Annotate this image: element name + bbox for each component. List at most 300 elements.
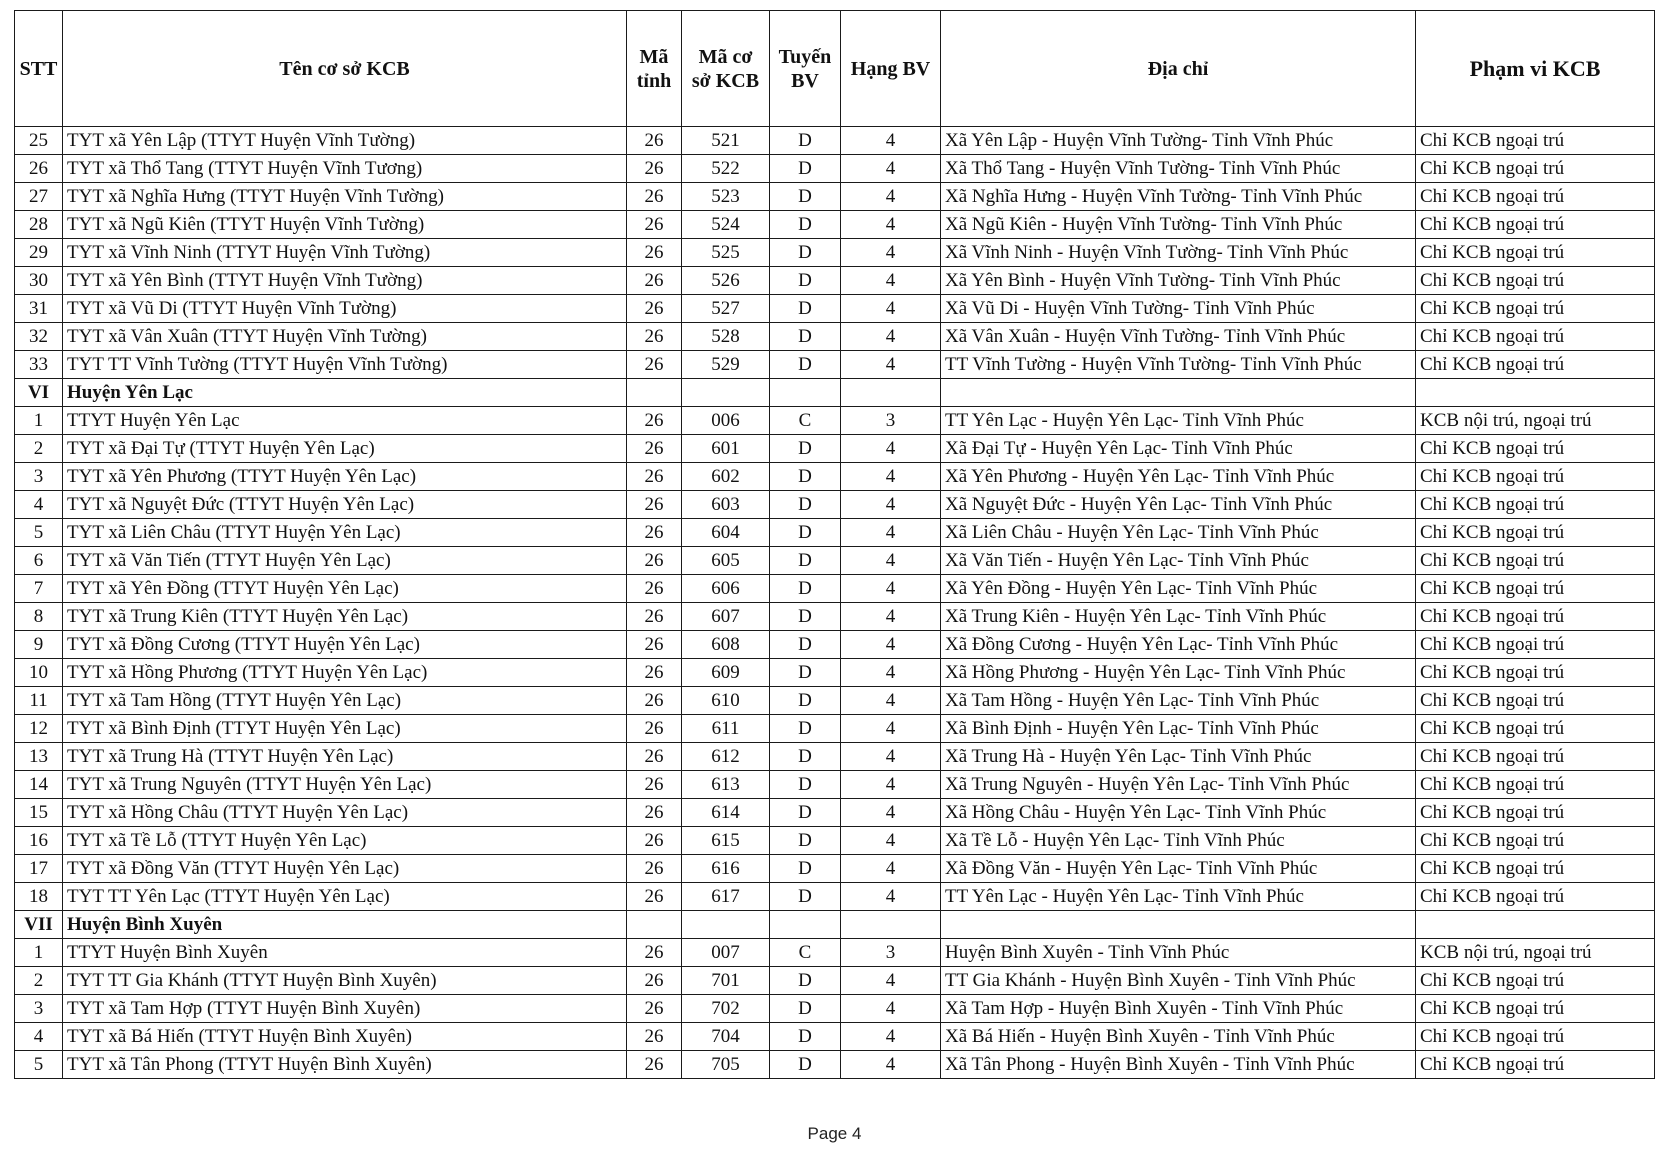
name-cell: TYT xã Đại Tự (TTYT Huyện Yên Lạc) [63,435,627,463]
level-cell: D [770,435,841,463]
scope-cell: Chỉ KCB ngoại trú [1416,351,1655,379]
scope-cell: Chỉ KCB ngoại trú [1416,995,1655,1023]
level-cell: D [770,295,841,323]
name-cell: TYT xã Đồng Cương (TTYT Huyện Yên Lạc) [63,631,627,659]
name-cell: TYT xã Trung Hà (TTYT Huyện Yên Lạc) [63,743,627,771]
province-cell: 26 [627,939,682,967]
rank-cell: 4 [841,295,941,323]
table-row [15,127,1655,155]
rank-cell: 4 [841,575,941,603]
name-cell: TYT xã Bình Định (TTYT Huyện Yên Lạc) [63,715,627,743]
level-cell: C [770,407,841,435]
scope-cell: Chỉ KCB ngoại trú [1416,463,1655,491]
code-cell: 617 [682,883,770,911]
scope-cell: Chỉ KCB ngoại trú [1416,1051,1655,1079]
code-cell [682,911,770,939]
scope-cell: Chỉ KCB ngoại trú [1416,967,1655,995]
group-row [15,379,1655,407]
table-row [15,267,1655,295]
address-cell: Huyện Bình Xuyên - Tỉnh Vĩnh Phúc [941,939,1416,967]
level-cell: D [770,239,841,267]
scope-cell: Chỉ KCB ngoại trú [1416,491,1655,519]
table-header [15,11,1655,127]
level-cell: D [770,799,841,827]
table-row [15,239,1655,267]
address-cell: Xã Nghĩa Hưng - Huyện Vĩnh Tường- Tỉnh Vĩnh Phúc [941,183,1416,211]
address-cell: TT Gia Khánh - Huyện Bình Xuyên - Tỉnh Vĩnh Phúc [941,967,1416,995]
stt-cell: 17 [15,855,63,883]
name-cell: TYT xã Bá Hiến (TTYT Huyện Bình Xuyên) [63,1023,627,1051]
stt-cell: 3 [15,995,63,1023]
header-address-label: Địa chỉ [1147,57,1209,80]
scope-cell: KCB nội trú, ngoại trú [1416,407,1655,435]
code-cell: 604 [682,519,770,547]
scope-cell: Chỉ KCB ngoại trú [1416,827,1655,855]
stt-cell: 29 [15,239,63,267]
stt-cell: 32 [15,323,63,351]
code-cell: 702 [682,995,770,1023]
table-row [15,827,1655,855]
level-cell: D [770,463,841,491]
scope-cell: Chỉ KCB ngoại trú [1416,239,1655,267]
address-cell: Xã Hồng Châu - Huyện Yên Lạc- Tỉnh Vĩnh Phúc [941,799,1416,827]
rank-cell: 4 [841,239,941,267]
scope-cell: Chỉ KCB ngoại trú [1416,267,1655,295]
province-cell: 26 [627,127,682,155]
rank-cell: 3 [841,939,941,967]
province-cell: 26 [627,435,682,463]
rank-cell: 4 [841,519,941,547]
name-cell: TYT xã Tề Lỗ (TTYT Huyện Yên Lạc) [63,827,627,855]
code-cell: 608 [682,631,770,659]
level-cell: D [770,323,841,351]
table-row [15,659,1655,687]
header-rank [841,11,941,127]
rank-cell: 4 [841,603,941,631]
stt-cell: 26 [15,155,63,183]
name-cell: TYT xã Yên Đồng (TTYT Huyện Yên Lạc) [63,575,627,603]
name-cell: TYT xã Vũ Di (TTYT Huyện Vĩnh Tường) [63,295,627,323]
stt-cell: VII [15,911,63,939]
table-row [15,1051,1655,1079]
level-cell: D [770,967,841,995]
code-cell: 605 [682,547,770,575]
page-number: Page 4 [807,1124,862,1143]
level-cell: D [770,743,841,771]
rank-cell: 4 [841,631,941,659]
scope-cell: Chỉ KCB ngoại trú [1416,575,1655,603]
name-cell: TYT xã Yên Bình (TTYT Huyện Vĩnh Tường) [63,267,627,295]
name-cell: TYT xã Liên Châu (TTYT Huyện Yên Lạc) [63,519,627,547]
header-province-code [627,11,682,127]
stt-cell: VI [15,379,63,407]
stt-cell: 12 [15,715,63,743]
rank-cell: 4 [841,155,941,183]
table-body [15,127,1655,1079]
address-cell: Xã Thổ Tang - Huyện Vĩnh Tường- Tỉnh Vĩnh Phúc [941,155,1416,183]
province-cell: 26 [627,715,682,743]
address-cell: Xã Vân Xuân - Huyện Vĩnh Tường- Tỉnh Vĩnh Phúc [941,323,1416,351]
rank-cell: 4 [841,211,941,239]
address-cell [941,911,1416,939]
stt-cell: 16 [15,827,63,855]
rank-cell: 3 [841,407,941,435]
stt-cell: 10 [15,659,63,687]
table-row [15,211,1655,239]
code-cell: 606 [682,575,770,603]
province-cell: 26 [627,659,682,687]
level-cell: D [770,659,841,687]
stt-cell: 30 [15,267,63,295]
code-cell: 525 [682,239,770,267]
group-name-cell: Huyện Yên Lạc [63,379,627,407]
level-cell: D [770,155,841,183]
table-row [15,547,1655,575]
rank-cell: 4 [841,267,941,295]
scope-cell: KCB nội trú, ngoại trú [1416,939,1655,967]
address-cell: Xã Yên Lập - Huyện Vĩnh Tường- Tỉnh Vĩnh Phúc [941,127,1416,155]
stt-cell: 2 [15,435,63,463]
rank-cell: 4 [841,463,941,491]
name-cell: TYT xã Ngũ Kiên (TTYT Huyện Vĩnh Tường) [63,211,627,239]
address-cell [941,379,1416,407]
name-cell: TYT xã Yên Lập (TTYT Huyện Vĩnh Tường) [63,127,627,155]
address-cell: TT Yên Lạc - Huyện Yên Lạc- Tỉnh Vĩnh Phúc [941,883,1416,911]
code-cell: 602 [682,463,770,491]
scope-cell: Chỉ KCB ngoại trú [1416,127,1655,155]
province-cell: 26 [627,771,682,799]
level-cell: D [770,491,841,519]
rank-cell: 4 [841,827,941,855]
code-cell: 523 [682,183,770,211]
stt-cell: 28 [15,211,63,239]
header-level [770,11,841,127]
name-cell: TYT xã Tam Hợp (TTYT Huyện Bình Xuyên) [63,995,627,1023]
code-cell: 521 [682,127,770,155]
level-cell: D [770,183,841,211]
code-cell: 522 [682,155,770,183]
table-row [15,575,1655,603]
address-cell: TT Yên Lạc - Huyện Yên Lạc- Tỉnh Vĩnh Phúc [941,407,1416,435]
name-cell: TYT TT Yên Lạc (TTYT Huyện Yên Lạc) [63,883,627,911]
province-cell: 26 [627,799,682,827]
name-cell: TYT xã Trung Nguyên (TTYT Huyện Yên Lạc) [63,771,627,799]
code-cell: 006 [682,407,770,435]
address-cell: TT Vĩnh Tường - Huyện Vĩnh Tường- Tỉnh Vĩnh Phúc [941,351,1416,379]
code-cell: 603 [682,491,770,519]
header-level-line2: BV [791,69,819,92]
code-cell: 526 [682,267,770,295]
table-row [15,715,1655,743]
code-cell: 527 [682,295,770,323]
address-cell: Xã Đồng Cương - Huyện Yên Lạc- Tỉnh Vĩnh Phúc [941,631,1416,659]
header-province-code-line2: tỉnh [636,69,672,92]
table-row [15,463,1655,491]
province-cell: 26 [627,407,682,435]
code-cell: 607 [682,603,770,631]
province-cell [627,379,682,407]
level-cell: D [770,631,841,659]
table-row [15,631,1655,659]
level-cell: D [770,1023,841,1051]
name-cell: TYT xã Văn Tiến (TTYT Huyện Yên Lạc) [63,547,627,575]
header-facility-code-line1: Mã cơ [698,45,753,68]
rank-cell: 4 [841,771,941,799]
rank-cell: 4 [841,715,941,743]
header-address [941,11,1416,127]
table-row [15,967,1655,995]
table-row [15,519,1655,547]
address-cell: Xã Yên Bình - Huyện Vĩnh Tường- Tỉnh Vĩnh Phúc [941,267,1416,295]
rank-cell: 4 [841,183,941,211]
level-cell: D [770,603,841,631]
province-cell: 26 [627,239,682,267]
rank-cell: 4 [841,659,941,687]
name-cell: TYT TT Gia Khánh (TTYT Huyện Bình Xuyên) [63,967,627,995]
code-cell: 529 [682,351,770,379]
rank-cell: 4 [841,743,941,771]
code-cell: 524 [682,211,770,239]
scope-cell: Chỉ KCB ngoại trú [1416,715,1655,743]
name-cell: TTYT Huyện Yên Lạc [63,407,627,435]
level-cell: C [770,939,841,967]
code-cell: 610 [682,687,770,715]
province-cell: 26 [627,155,682,183]
name-cell: TYT xã Thổ Tang (TTYT Huyện Vĩnh Tương) [63,155,627,183]
code-cell: 704 [682,1023,770,1051]
code-cell: 609 [682,659,770,687]
code-cell: 612 [682,743,770,771]
scope-cell: Chỉ KCB ngoại trú [1416,631,1655,659]
table-row [15,183,1655,211]
table-row [15,407,1655,435]
address-cell: Xã Hồng Phương - Huyện Yên Lạc- Tỉnh Vĩnh Phúc [941,659,1416,687]
address-cell: Xã Trung Nguyên - Huyện Yên Lạc- Tỉnh Vĩnh Phúc [941,771,1416,799]
header-rank-label: Hạng BV [850,57,931,80]
level-cell: D [770,1051,841,1079]
address-cell: Xã Yên Phương - Huyện Yên Lạc- Tỉnh Vĩnh Phúc [941,463,1416,491]
stt-cell: 1 [15,939,63,967]
scope-cell: Chỉ KCB ngoại trú [1416,771,1655,799]
province-cell: 26 [627,1023,682,1051]
rank-cell: 4 [841,995,941,1023]
province-cell: 26 [627,1051,682,1079]
address-cell: Xã Đại Tự - Huyện Yên Lạc- Tỉnh Vĩnh Phúc [941,435,1416,463]
province-cell: 26 [627,827,682,855]
group-row [15,911,1655,939]
scope-cell: Chỉ KCB ngoại trú [1416,323,1655,351]
header-province-code-line1: Mã [639,45,669,68]
address-cell: Xã Nguyệt Đức - Huyện Yên Lạc- Tỉnh Vĩnh Phúc [941,491,1416,519]
header-name [63,11,627,127]
name-cell: TYT xã Hồng Châu (TTYT Huyện Yên Lạc) [63,799,627,827]
code-cell: 007 [682,939,770,967]
address-cell: Xã Yên Đồng - Huyện Yên Lạc- Tỉnh Vĩnh Phúc [941,575,1416,603]
name-cell: TYT xã Tân Phong (TTYT Huyện Bình Xuyên) [63,1051,627,1079]
table-row [15,995,1655,1023]
stt-cell: 2 [15,967,63,995]
stt-cell: 5 [15,1051,63,1079]
rank-cell: 4 [841,547,941,575]
level-cell: D [770,771,841,799]
scope-cell: Chỉ KCB ngoại trú [1416,435,1655,463]
table-row [15,743,1655,771]
stt-cell: 4 [15,491,63,519]
header-facility-code [682,11,770,127]
province-cell: 26 [627,631,682,659]
level-cell: D [770,715,841,743]
table-row [15,295,1655,323]
level-cell: D [770,855,841,883]
rank-cell: 4 [841,1051,941,1079]
table-row [15,603,1655,631]
stt-cell: 11 [15,687,63,715]
level-cell: D [770,519,841,547]
province-cell: 26 [627,743,682,771]
table-row [15,939,1655,967]
scope-cell: Chỉ KCB ngoại trú [1416,211,1655,239]
scope-cell: Chỉ KCB ngoại trú [1416,659,1655,687]
province-cell: 26 [627,575,682,603]
table-row [15,687,1655,715]
name-cell: TYT xã Nghĩa Hưng (TTYT Huyện Vĩnh Tường) [63,183,627,211]
scope-cell: Chỉ KCB ngoại trú [1416,547,1655,575]
scope-cell: Chỉ KCB ngoại trú [1416,183,1655,211]
level-cell: D [770,883,841,911]
rank-cell: 4 [841,127,941,155]
scope-cell: Chỉ KCB ngoại trú [1416,687,1655,715]
level-cell: D [770,547,841,575]
province-cell: 26 [627,687,682,715]
address-cell: Xã Bá Hiến - Huyện Bình Xuyên - Tỉnh Vĩnh Phúc [941,1023,1416,1051]
stt-cell: 13 [15,743,63,771]
header-scope-label: Phạm vi KCB [1469,55,1601,81]
code-cell: 611 [682,715,770,743]
level-cell: D [770,995,841,1023]
code-cell: 601 [682,435,770,463]
rank-cell: 4 [841,855,941,883]
table-row [15,1023,1655,1051]
rank-cell: 4 [841,883,941,911]
stt-cell: 15 [15,799,63,827]
stt-cell: 1 [15,407,63,435]
scope-cell: Chỉ KCB ngoại trú [1416,743,1655,771]
address-cell: Xã Tam Hợp - Huyện Bình Xuyên - Tỉnh Vĩnh Phúc [941,995,1416,1023]
level-cell: D [770,575,841,603]
header-facility-code-line2: sở KCB [691,69,760,92]
header-stt [15,11,63,127]
table-row [15,771,1655,799]
table-row [15,883,1655,911]
rank-cell: 4 [841,491,941,519]
level-cell: D [770,211,841,239]
address-cell: Xã Tam Hồng - Huyện Yên Lạc- Tỉnh Vĩnh Phúc [941,687,1416,715]
province-cell: 26 [627,603,682,631]
code-cell: 613 [682,771,770,799]
address-cell: Xã Liên Châu - Huyện Yên Lạc- Tỉnh Vĩnh Phúc [941,519,1416,547]
scope-cell: Chỉ KCB ngoại trú [1416,603,1655,631]
province-cell: 26 [627,491,682,519]
scope-cell [1416,911,1655,939]
table-row [15,799,1655,827]
name-cell: TYT xã Yên Phương (TTYT Huyện Yên Lạc) [63,463,627,491]
name-cell: TYT xã Trung Kiên (TTYT Huyện Yên Lạc) [63,603,627,631]
rank-cell: 4 [841,323,941,351]
level-cell [770,911,841,939]
address-cell: Xã Trung Kiên - Huyện Yên Lạc- Tỉnh Vĩnh Phúc [941,603,1416,631]
scope-cell: Chỉ KCB ngoại trú [1416,295,1655,323]
stt-cell: 33 [15,351,63,379]
header-level-line1: Tuyến [778,45,832,68]
province-cell: 26 [627,295,682,323]
rank-cell: 4 [841,435,941,463]
scope-cell: Chỉ KCB ngoại trú [1416,883,1655,911]
stt-cell: 18 [15,883,63,911]
stt-cell: 31 [15,295,63,323]
header-stt-label: STT [19,57,58,80]
province-cell: 26 [627,547,682,575]
stt-cell: 5 [15,519,63,547]
rank-cell [841,379,941,407]
province-cell: 26 [627,211,682,239]
province-cell: 26 [627,267,682,295]
stt-cell: 4 [15,1023,63,1051]
rank-cell: 4 [841,967,941,995]
name-cell: TYT TT Vĩnh Tường (TTYT Huyện Vĩnh Tường) [63,351,627,379]
level-cell: D [770,351,841,379]
rank-cell: 4 [841,351,941,379]
province-cell: 26 [627,855,682,883]
address-cell: Xã Đồng Văn - Huyện Yên Lạc- Tỉnh Vĩnh Phúc [941,855,1416,883]
stt-cell: 7 [15,575,63,603]
scope-cell: Chỉ KCB ngoại trú [1416,1023,1655,1051]
stt-cell: 9 [15,631,63,659]
province-cell: 26 [627,995,682,1023]
code-cell: 705 [682,1051,770,1079]
stt-cell: 3 [15,463,63,491]
code-cell [682,379,770,407]
address-cell: Xã Tề Lỗ - Huyện Yên Lạc- Tỉnh Vĩnh Phúc [941,827,1416,855]
stt-cell: 8 [15,603,63,631]
code-cell: 701 [682,967,770,995]
header-name-label: Tên cơ sở KCB [279,57,410,80]
address-cell: Xã Văn Tiến - Huyện Yên Lạc- Tỉnh Vĩnh Phúc [941,547,1416,575]
province-cell: 26 [627,519,682,547]
stt-cell: 14 [15,771,63,799]
table-row [15,435,1655,463]
address-cell: Xã Ngũ Kiên - Huyện Vĩnh Tường- Tỉnh Vĩnh Phúc [941,211,1416,239]
group-name-cell: Huyện Bình Xuyên [63,911,627,939]
name-cell: TYT xã Đồng Văn (TTYT Huyện Yên Lạc) [63,855,627,883]
table-row [15,155,1655,183]
province-cell: 26 [627,323,682,351]
table-row [15,351,1655,379]
address-cell: Xã Vũ Di - Huyện Vĩnh Tường- Tỉnh Vĩnh Phúc [941,295,1416,323]
address-cell: Xã Tân Phong - Huyện Bình Xuyên - Tỉnh Vĩnh Phúc [941,1051,1416,1079]
stt-cell: 25 [15,127,63,155]
level-cell: D [770,827,841,855]
level-cell: D [770,127,841,155]
rank-cell: 4 [841,1023,941,1051]
level-cell: D [770,687,841,715]
level-cell [770,379,841,407]
level-cell: D [770,267,841,295]
name-cell: TYT xã Vĩnh Ninh (TTYT Huyện Vĩnh Tường) [63,239,627,267]
address-cell: Xã Trung Hà - Huyện Yên Lạc- Tỉnh Vĩnh Phúc [941,743,1416,771]
rank-cell [841,911,941,939]
scope-cell: Chỉ KCB ngoại trú [1416,155,1655,183]
address-cell: Xã Vĩnh Ninh - Huyện Vĩnh Tường- Tỉnh Vĩnh Phúc [941,239,1416,267]
